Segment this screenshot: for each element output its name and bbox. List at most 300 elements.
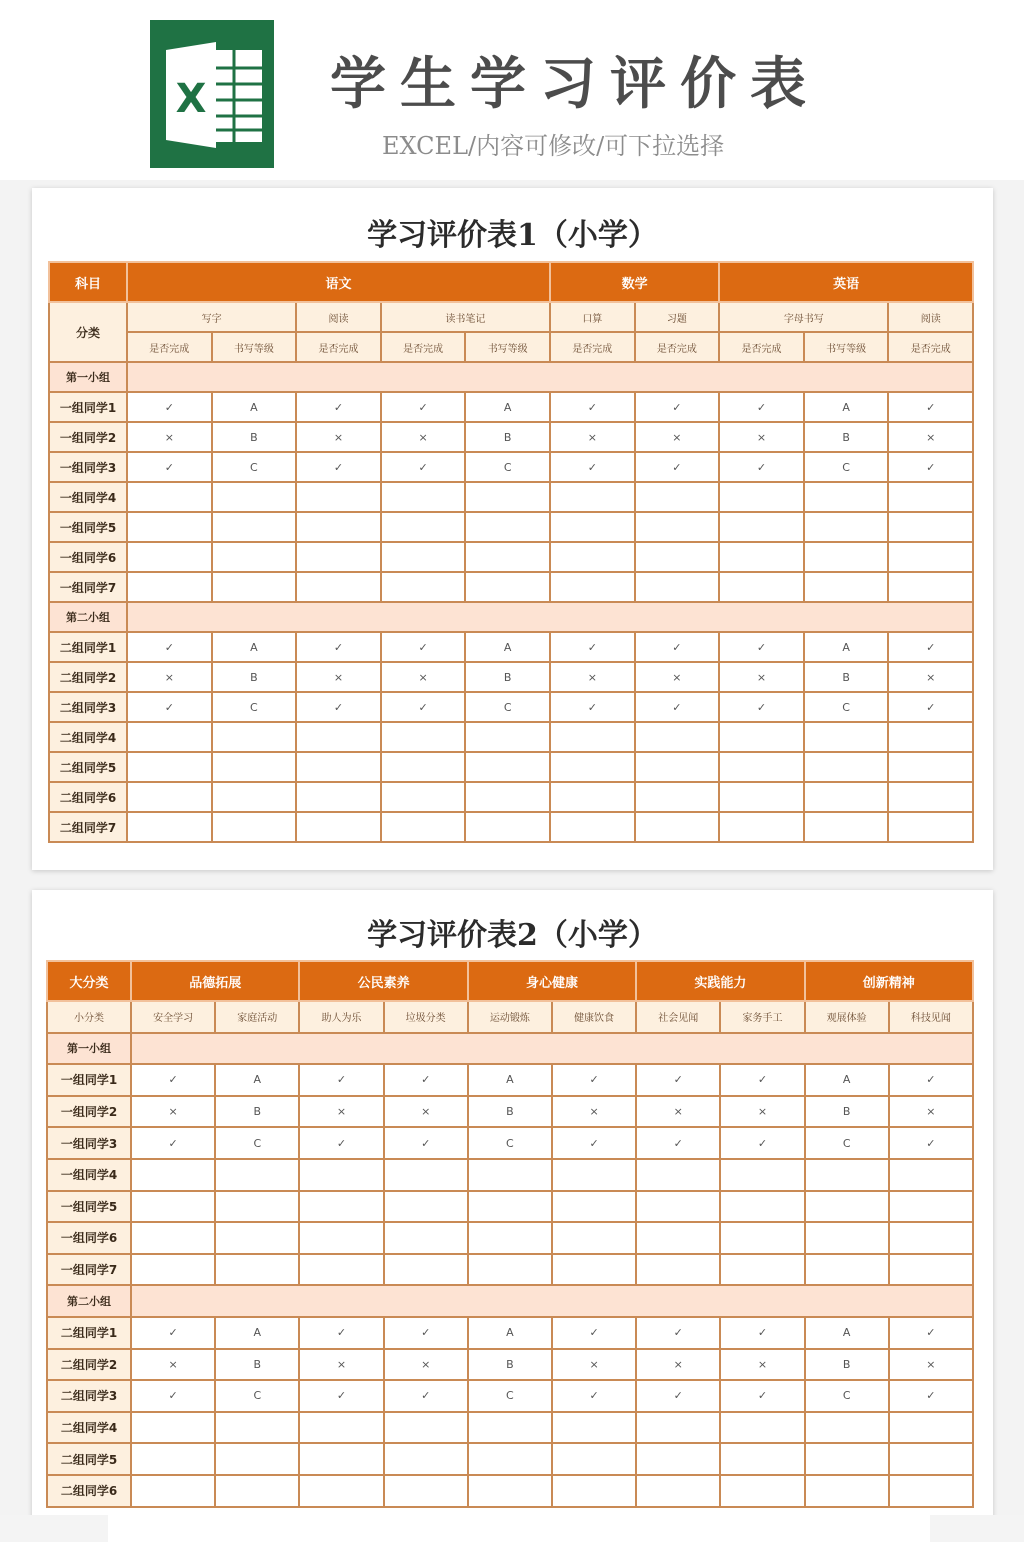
student-name: 二组同学7 [49, 812, 127, 842]
student-name: 二组同学4 [47, 1412, 131, 1444]
evaluation-table-2 [46, 960, 974, 1508]
score-cell [127, 542, 212, 572]
score-cell [805, 1254, 889, 1286]
score-cell [212, 572, 297, 602]
student-name: 二组同学2 [47, 1349, 131, 1381]
score-cell [131, 1475, 215, 1507]
score-cell [465, 782, 550, 812]
score-cell: A [468, 1317, 552, 1349]
score-cell [719, 512, 804, 542]
score-cell [720, 1443, 804, 1475]
student-name: 二组同学1 [49, 632, 127, 662]
score-cell [127, 482, 212, 512]
score-cell [889, 1443, 973, 1475]
score-cell: C [468, 1127, 552, 1159]
score-cell [888, 482, 973, 512]
category-header: 品德拓展 [131, 961, 299, 1001]
score-cell [215, 1159, 299, 1191]
score-cell [889, 1222, 973, 1254]
category-header: 写字 [127, 302, 296, 332]
score-cell [215, 1222, 299, 1254]
score-cell: B [468, 1349, 552, 1381]
score-cell [719, 482, 804, 512]
item-header: 是否完成 [127, 332, 212, 362]
item-header: 健康饮食 [552, 1001, 636, 1033]
score-cell [127, 752, 212, 782]
excel-logo-letter: X [175, 76, 207, 122]
score-cell [635, 512, 720, 542]
item-header: 垃圾分类 [384, 1001, 468, 1033]
table-row [47, 1412, 973, 1444]
score-cell [636, 1222, 720, 1254]
category-corner-cell: 分类 [49, 302, 127, 362]
score-cell: ✓ [888, 632, 973, 662]
score-cell [888, 512, 973, 542]
score-cell [468, 1159, 552, 1191]
score-cell [552, 1191, 636, 1223]
score-cell: × [719, 662, 804, 692]
score-cell: × [552, 1349, 636, 1381]
group-label: 第一小组 [47, 1033, 131, 1065]
category-header: 读书笔记 [381, 302, 550, 332]
score-cell: ✓ [299, 1064, 383, 1096]
score-cell: B [212, 662, 297, 692]
item-header: 书写等级 [212, 332, 297, 362]
score-cell [636, 1191, 720, 1223]
score-cell: ✓ [127, 632, 212, 662]
score-cell [805, 1412, 889, 1444]
subcategory-corner-cell: 小分类 [47, 1001, 131, 1033]
category-header: 公民素养 [299, 961, 467, 1001]
student-name: 二组同学6 [49, 782, 127, 812]
student-name: 二组同学5 [49, 752, 127, 782]
score-cell: C [465, 452, 550, 482]
score-cell [299, 1412, 383, 1444]
score-cell [127, 572, 212, 602]
subject-header-row [49, 262, 973, 302]
subject-corner-cell: 科目 [49, 262, 127, 302]
score-cell: C [804, 692, 889, 722]
score-cell: A [805, 1317, 889, 1349]
score-cell: ✓ [296, 392, 381, 422]
category-header: 阅读 [888, 302, 973, 332]
score-cell: ✓ [552, 1064, 636, 1096]
score-cell: ✓ [719, 632, 804, 662]
table-row [49, 812, 973, 842]
score-cell: ✓ [720, 1380, 804, 1412]
score-cell [889, 1475, 973, 1507]
score-cell: ✓ [635, 452, 720, 482]
category-header: 身心健康 [468, 961, 636, 1001]
score-cell [888, 782, 973, 812]
table-row [49, 722, 973, 752]
table-row [47, 1317, 973, 1349]
score-cell [468, 1443, 552, 1475]
score-cell [212, 812, 297, 842]
score-cell: ✓ [131, 1127, 215, 1159]
category-header-row [49, 302, 973, 332]
score-cell: ✓ [889, 1380, 973, 1412]
score-cell [720, 1412, 804, 1444]
category-header: 实践能力 [636, 961, 804, 1001]
score-cell [636, 1254, 720, 1286]
score-cell: A [212, 392, 297, 422]
score-cell: ✓ [636, 1380, 720, 1412]
score-cell: × [299, 1096, 383, 1128]
score-cell [381, 782, 466, 812]
evaluation-sheet-2 [32, 890, 993, 1530]
score-cell: B [805, 1096, 889, 1128]
score-cell: × [889, 1096, 973, 1128]
score-cell [719, 542, 804, 572]
score-cell: × [381, 422, 466, 452]
score-cell [889, 1254, 973, 1286]
score-cell: × [127, 662, 212, 692]
item-header: 是否完成 [888, 332, 973, 362]
table-row [47, 1380, 973, 1412]
score-cell: C [465, 692, 550, 722]
table-row [47, 1191, 973, 1223]
score-cell: C [468, 1380, 552, 1412]
score-cell: B [805, 1349, 889, 1381]
bottom-strip [0, 1515, 1024, 1542]
item-header: 书写等级 [465, 332, 550, 362]
score-cell [131, 1443, 215, 1475]
score-cell: A [212, 632, 297, 662]
score-cell: ✓ [299, 1317, 383, 1349]
score-cell [805, 1222, 889, 1254]
score-cell: × [299, 1349, 383, 1381]
score-cell [384, 1222, 468, 1254]
score-cell [381, 482, 466, 512]
score-cell: A [804, 632, 889, 662]
score-cell [384, 1254, 468, 1286]
score-cell: ✓ [719, 392, 804, 422]
student-name: 一组同学5 [49, 512, 127, 542]
score-cell: × [131, 1096, 215, 1128]
score-cell: ✓ [381, 632, 466, 662]
score-cell [384, 1443, 468, 1475]
score-cell: ✓ [552, 1380, 636, 1412]
score-cell: ✓ [384, 1380, 468, 1412]
student-name: 一组同学2 [47, 1096, 131, 1128]
student-name: 一组同学1 [49, 392, 127, 422]
score-cell [299, 1443, 383, 1475]
score-cell [635, 572, 720, 602]
student-name: 一组同学7 [49, 572, 127, 602]
score-cell: C [212, 452, 297, 482]
score-cell [552, 1254, 636, 1286]
score-cell [131, 1191, 215, 1223]
student-name: 一组同学6 [49, 542, 127, 572]
item-header: 社会见闻 [636, 1001, 720, 1033]
score-cell: ✓ [131, 1064, 215, 1096]
item-header: 是否完成 [381, 332, 466, 362]
evaluation-sheet-1 [32, 188, 993, 870]
item-header: 是否完成 [635, 332, 720, 362]
score-cell [296, 812, 381, 842]
table-row [47, 1254, 973, 1286]
score-cell [550, 782, 635, 812]
table-row [49, 572, 973, 602]
score-cell: A [215, 1064, 299, 1096]
score-cell [888, 542, 973, 572]
score-cell: ✓ [635, 692, 720, 722]
group-label: 第一小组 [49, 362, 127, 392]
score-cell: ✓ [384, 1317, 468, 1349]
table-row [49, 692, 973, 722]
score-cell [888, 752, 973, 782]
category-corner-cell: 大分类 [47, 961, 131, 1001]
score-cell: ✓ [381, 692, 466, 722]
score-cell [465, 512, 550, 542]
score-cell [636, 1475, 720, 1507]
score-cell: ✓ [381, 392, 466, 422]
student-name: 一组同学1 [47, 1064, 131, 1096]
score-cell: ✓ [635, 392, 720, 422]
score-cell [635, 482, 720, 512]
score-cell [465, 722, 550, 752]
score-cell: × [719, 422, 804, 452]
score-cell [384, 1475, 468, 1507]
item-header: 家务手工 [720, 1001, 804, 1033]
group-row [49, 602, 973, 632]
table-row [49, 512, 973, 542]
score-cell [381, 572, 466, 602]
score-cell: ✓ [889, 1317, 973, 1349]
score-cell [550, 752, 635, 782]
score-cell [635, 812, 720, 842]
student-name: 二组同学6 [47, 1475, 131, 1507]
score-cell [468, 1222, 552, 1254]
score-cell [804, 482, 889, 512]
student-name: 二组同学1 [47, 1317, 131, 1349]
table-row [47, 1475, 973, 1507]
score-cell [889, 1412, 973, 1444]
score-cell: A [805, 1064, 889, 1096]
score-cell [552, 1222, 636, 1254]
score-cell [550, 512, 635, 542]
score-cell [212, 722, 297, 752]
score-cell: ✓ [552, 1317, 636, 1349]
score-cell [468, 1475, 552, 1507]
page-header [0, 0, 1024, 180]
student-name: 一组同学3 [49, 452, 127, 482]
sheet-2-title: 学习评价表2（小学） [367, 918, 658, 953]
student-name: 二组同学5 [47, 1443, 131, 1475]
score-cell [636, 1412, 720, 1444]
score-cell: B [215, 1096, 299, 1128]
group-fill [131, 1285, 973, 1317]
score-cell [465, 752, 550, 782]
page-title: 学生学习评价表 [330, 51, 820, 117]
score-cell [381, 512, 466, 542]
score-cell [550, 722, 635, 752]
score-cell [131, 1254, 215, 1286]
student-name: 一组同学4 [47, 1159, 131, 1191]
score-cell [550, 542, 635, 572]
score-cell [468, 1412, 552, 1444]
category-header: 口算 [550, 302, 635, 332]
score-cell: ✓ [720, 1317, 804, 1349]
student-name: 一组同学7 [47, 1254, 131, 1286]
score-cell: ✓ [552, 1127, 636, 1159]
score-cell: C [805, 1127, 889, 1159]
table-row [49, 632, 973, 662]
score-cell: A [465, 632, 550, 662]
score-cell: ✓ [127, 392, 212, 422]
score-cell: B [468, 1096, 552, 1128]
score-cell: × [888, 662, 973, 692]
score-cell [465, 542, 550, 572]
table-row [49, 392, 973, 422]
score-cell [804, 752, 889, 782]
score-cell: ✓ [635, 632, 720, 662]
score-cell [805, 1443, 889, 1475]
score-cell [215, 1412, 299, 1444]
score-cell [215, 1191, 299, 1223]
item-header: 安全学习 [131, 1001, 215, 1033]
score-cell: ✓ [296, 452, 381, 482]
item-header: 是否完成 [296, 332, 381, 362]
student-name: 二组同学3 [49, 692, 127, 722]
score-cell [550, 482, 635, 512]
subject-header: 数学 [550, 262, 719, 302]
score-cell: ✓ [299, 1127, 383, 1159]
score-cell: × [384, 1096, 468, 1128]
subject-header: 英语 [719, 262, 973, 302]
table-row [49, 662, 973, 692]
score-cell [296, 542, 381, 572]
score-cell [215, 1254, 299, 1286]
group-fill [127, 362, 973, 392]
score-cell [720, 1159, 804, 1191]
score-cell: ✓ [719, 452, 804, 482]
score-cell: B [804, 422, 889, 452]
score-cell [381, 812, 466, 842]
score-cell: × [720, 1096, 804, 1128]
score-cell: × [550, 422, 635, 452]
score-cell [465, 812, 550, 842]
score-cell: C [215, 1380, 299, 1412]
table-row [49, 542, 973, 572]
evaluation-table-1 [48, 261, 974, 843]
score-cell [215, 1443, 299, 1475]
score-cell: × [635, 422, 720, 452]
score-cell: ✓ [384, 1064, 468, 1096]
group-label: 第二小组 [49, 602, 127, 632]
score-cell [888, 722, 973, 752]
score-cell: ✓ [550, 692, 635, 722]
category-header-row [47, 961, 973, 1001]
table-row [49, 452, 973, 482]
score-cell [720, 1222, 804, 1254]
score-cell [805, 1475, 889, 1507]
score-cell: × [720, 1349, 804, 1381]
score-cell [635, 782, 720, 812]
table-row [47, 1096, 973, 1128]
table-row [47, 1222, 973, 1254]
score-cell [468, 1254, 552, 1286]
item-header-row [47, 1001, 973, 1033]
group-row [47, 1033, 973, 1065]
score-cell: C [215, 1127, 299, 1159]
score-cell [465, 482, 550, 512]
score-cell: ✓ [889, 1064, 973, 1096]
student-name: 一组同学6 [47, 1222, 131, 1254]
score-cell [212, 752, 297, 782]
student-name: 一组同学4 [49, 482, 127, 512]
student-name: 一组同学3 [47, 1127, 131, 1159]
score-cell [296, 482, 381, 512]
score-cell [804, 542, 889, 572]
score-cell [381, 752, 466, 782]
score-cell: B [804, 662, 889, 692]
score-cell [468, 1191, 552, 1223]
score-cell [552, 1475, 636, 1507]
score-cell: ✓ [720, 1064, 804, 1096]
table-row [47, 1127, 973, 1159]
score-cell [296, 572, 381, 602]
score-cell [550, 812, 635, 842]
score-cell: ✓ [299, 1380, 383, 1412]
student-name: 一组同学5 [47, 1191, 131, 1223]
item-header: 书写等级 [804, 332, 889, 362]
sheet-1-title: 学习评价表1（小学） [367, 218, 658, 253]
score-cell: ✓ [888, 452, 973, 482]
bottom-strip-left [0, 1515, 108, 1542]
score-cell: ✓ [550, 392, 635, 422]
score-cell: A [468, 1064, 552, 1096]
score-cell: ✓ [719, 692, 804, 722]
score-cell: ✓ [296, 632, 381, 662]
score-cell: ✓ [550, 632, 635, 662]
score-cell [131, 1412, 215, 1444]
score-cell: ✓ [636, 1127, 720, 1159]
score-cell [889, 1191, 973, 1223]
score-cell [296, 512, 381, 542]
score-cell [131, 1159, 215, 1191]
score-cell [384, 1191, 468, 1223]
item-header: 家庭活动 [215, 1001, 299, 1033]
score-cell [552, 1159, 636, 1191]
score-cell: A [215, 1317, 299, 1349]
subject-header: 语文 [127, 262, 550, 302]
score-cell [384, 1159, 468, 1191]
score-cell [888, 812, 973, 842]
group-row [47, 1285, 973, 1317]
score-cell [720, 1191, 804, 1223]
item-header: 运动锻炼 [468, 1001, 552, 1033]
score-cell [804, 512, 889, 542]
score-cell [550, 572, 635, 602]
score-cell [552, 1412, 636, 1444]
score-cell: B [212, 422, 297, 452]
score-cell [719, 572, 804, 602]
item-header: 是否完成 [719, 332, 804, 362]
category-header: 字母书写 [719, 302, 888, 332]
score-cell [635, 542, 720, 572]
score-cell [127, 722, 212, 752]
score-cell [131, 1222, 215, 1254]
score-cell [212, 782, 297, 812]
score-cell [804, 782, 889, 812]
score-cell [381, 722, 466, 752]
item-header-row [49, 332, 973, 362]
item-header: 科技见闻 [889, 1001, 973, 1033]
score-cell: C [804, 452, 889, 482]
score-cell [296, 782, 381, 812]
